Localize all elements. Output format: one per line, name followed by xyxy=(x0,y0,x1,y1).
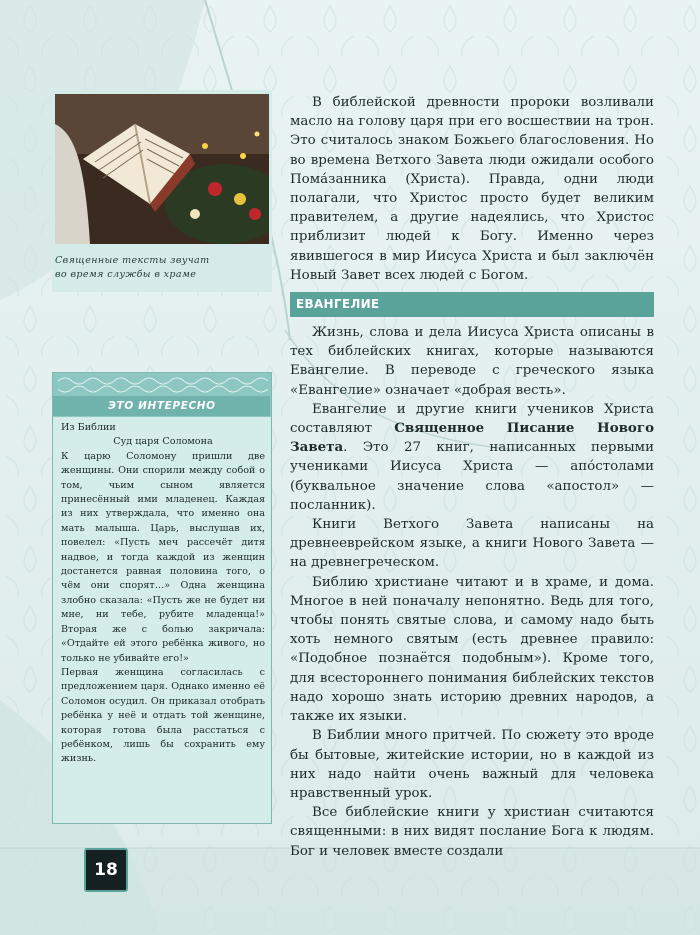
paragraph-6: Все библейские книги у христиан считаются священными: в них видят послание Бога к людям. Бог и человек вместе создали xyxy=(290,805,654,859)
paragraph-1: Жизнь, слова и дела Иисуса Христа описаны в тех библейских книгах, которые называются Евангелие. В переводе с греческого языка «Евангелие» означает «добрая весть». xyxy=(290,325,654,398)
photo-box xyxy=(52,90,272,292)
paragraph-5: В Библии много притчей. По сюжету это вроде бы бытовые, житейские истории, но в каждой из них надо найти очень важный для человека нравственный урок. xyxy=(290,728,654,801)
paragraph-4: Библию христиане читают и в храме, и дома. Многое в ней поначалу непонятно. Ведь для того, чтобы понять святые слова, и самому надо быть хоть немного святым (есть древнее правило: «Подобное познаётся подобным»). Кроме того, для всестороннего понимания библейских текстов надо хорошо знать историю древних народов, а также их языки. xyxy=(290,574,654,725)
source-label: Из Библии xyxy=(61,422,116,433)
interesting-title: ЭТО ИНТЕРЕСНО xyxy=(108,400,216,412)
caption-line-1: Священные тексты звучат xyxy=(55,255,210,266)
paragraph-2-end: . Это 27 книг, написанных первыми учениками Иисуса Христа — апо́столами (буквальное значение слова «апостол» — посланник). xyxy=(290,440,654,513)
caption-line-2: во время службы в храме xyxy=(55,269,197,280)
bible-service-photo xyxy=(55,94,269,244)
photo-caption xyxy=(55,254,269,282)
interesting-body xyxy=(61,421,265,767)
bold-term: Священное Писание Нового Завета xyxy=(290,420,654,456)
paragraph-2 xyxy=(290,400,654,515)
interesting-box xyxy=(52,372,272,824)
interesting-header xyxy=(53,373,271,417)
page-number: 18 xyxy=(84,848,128,892)
story-paragraph-2: Первая женщина согласилась с предложением царя. Однако именно её Соломон осудил. Он приказал отобрать ребёнка у неё и отдать той женщине, которая готова была расстаться с ребёнком, лишь бы сохранить ему жизнь. xyxy=(61,666,265,765)
paragraph-3: Книги Ветхого Завета написаны на древнееврейском языке, а книги Нового Завета — на древнегреческом. xyxy=(290,517,654,571)
section-heading: ЕВАНГЕЛИЕ xyxy=(290,292,654,317)
main-text xyxy=(290,93,654,861)
paragraph-2-start: Евангелие и другие книги учеников Христа составляют xyxy=(290,401,654,437)
story-title: Суд царя Соломона xyxy=(113,436,213,448)
story-paragraph-1: К царю Соломону пришли две женщины. Они спорили между собой о том, чьим сыном является принесённый ими младенец. Каждая из них утверждала, что именно она мать малыша. Царь, выслушав их, повелел: «Пусть меч рассечёт дитя надвое, и тогда каждой из женщин достанется равная половина того, о чём они спорят…» Одна женщина злобно сказала: «Пусть же не будет ни мне, ни тебе, рубите младенца!» Вторая же с болью закричала: «Отдайте ей этого ребёнка живого, но только не убивайте его!» xyxy=(61,450,265,664)
intro-paragraph: В библейской древности пророки возливали масло на голову царя при его восшествии на трон. Это считалось знаком Божьего благословения. Но во времена Ветхого Завета люди ожидали особого Пома́занника (Христа). Правда, одни люди полагали, что Христос просто будет великим правителем, а другие надеялись, что Христос приблизит людей к Богу. Именно через явившегося в мир Иисуса Христа и был заключён Новый Завет всех людей с Богом. xyxy=(290,95,654,283)
